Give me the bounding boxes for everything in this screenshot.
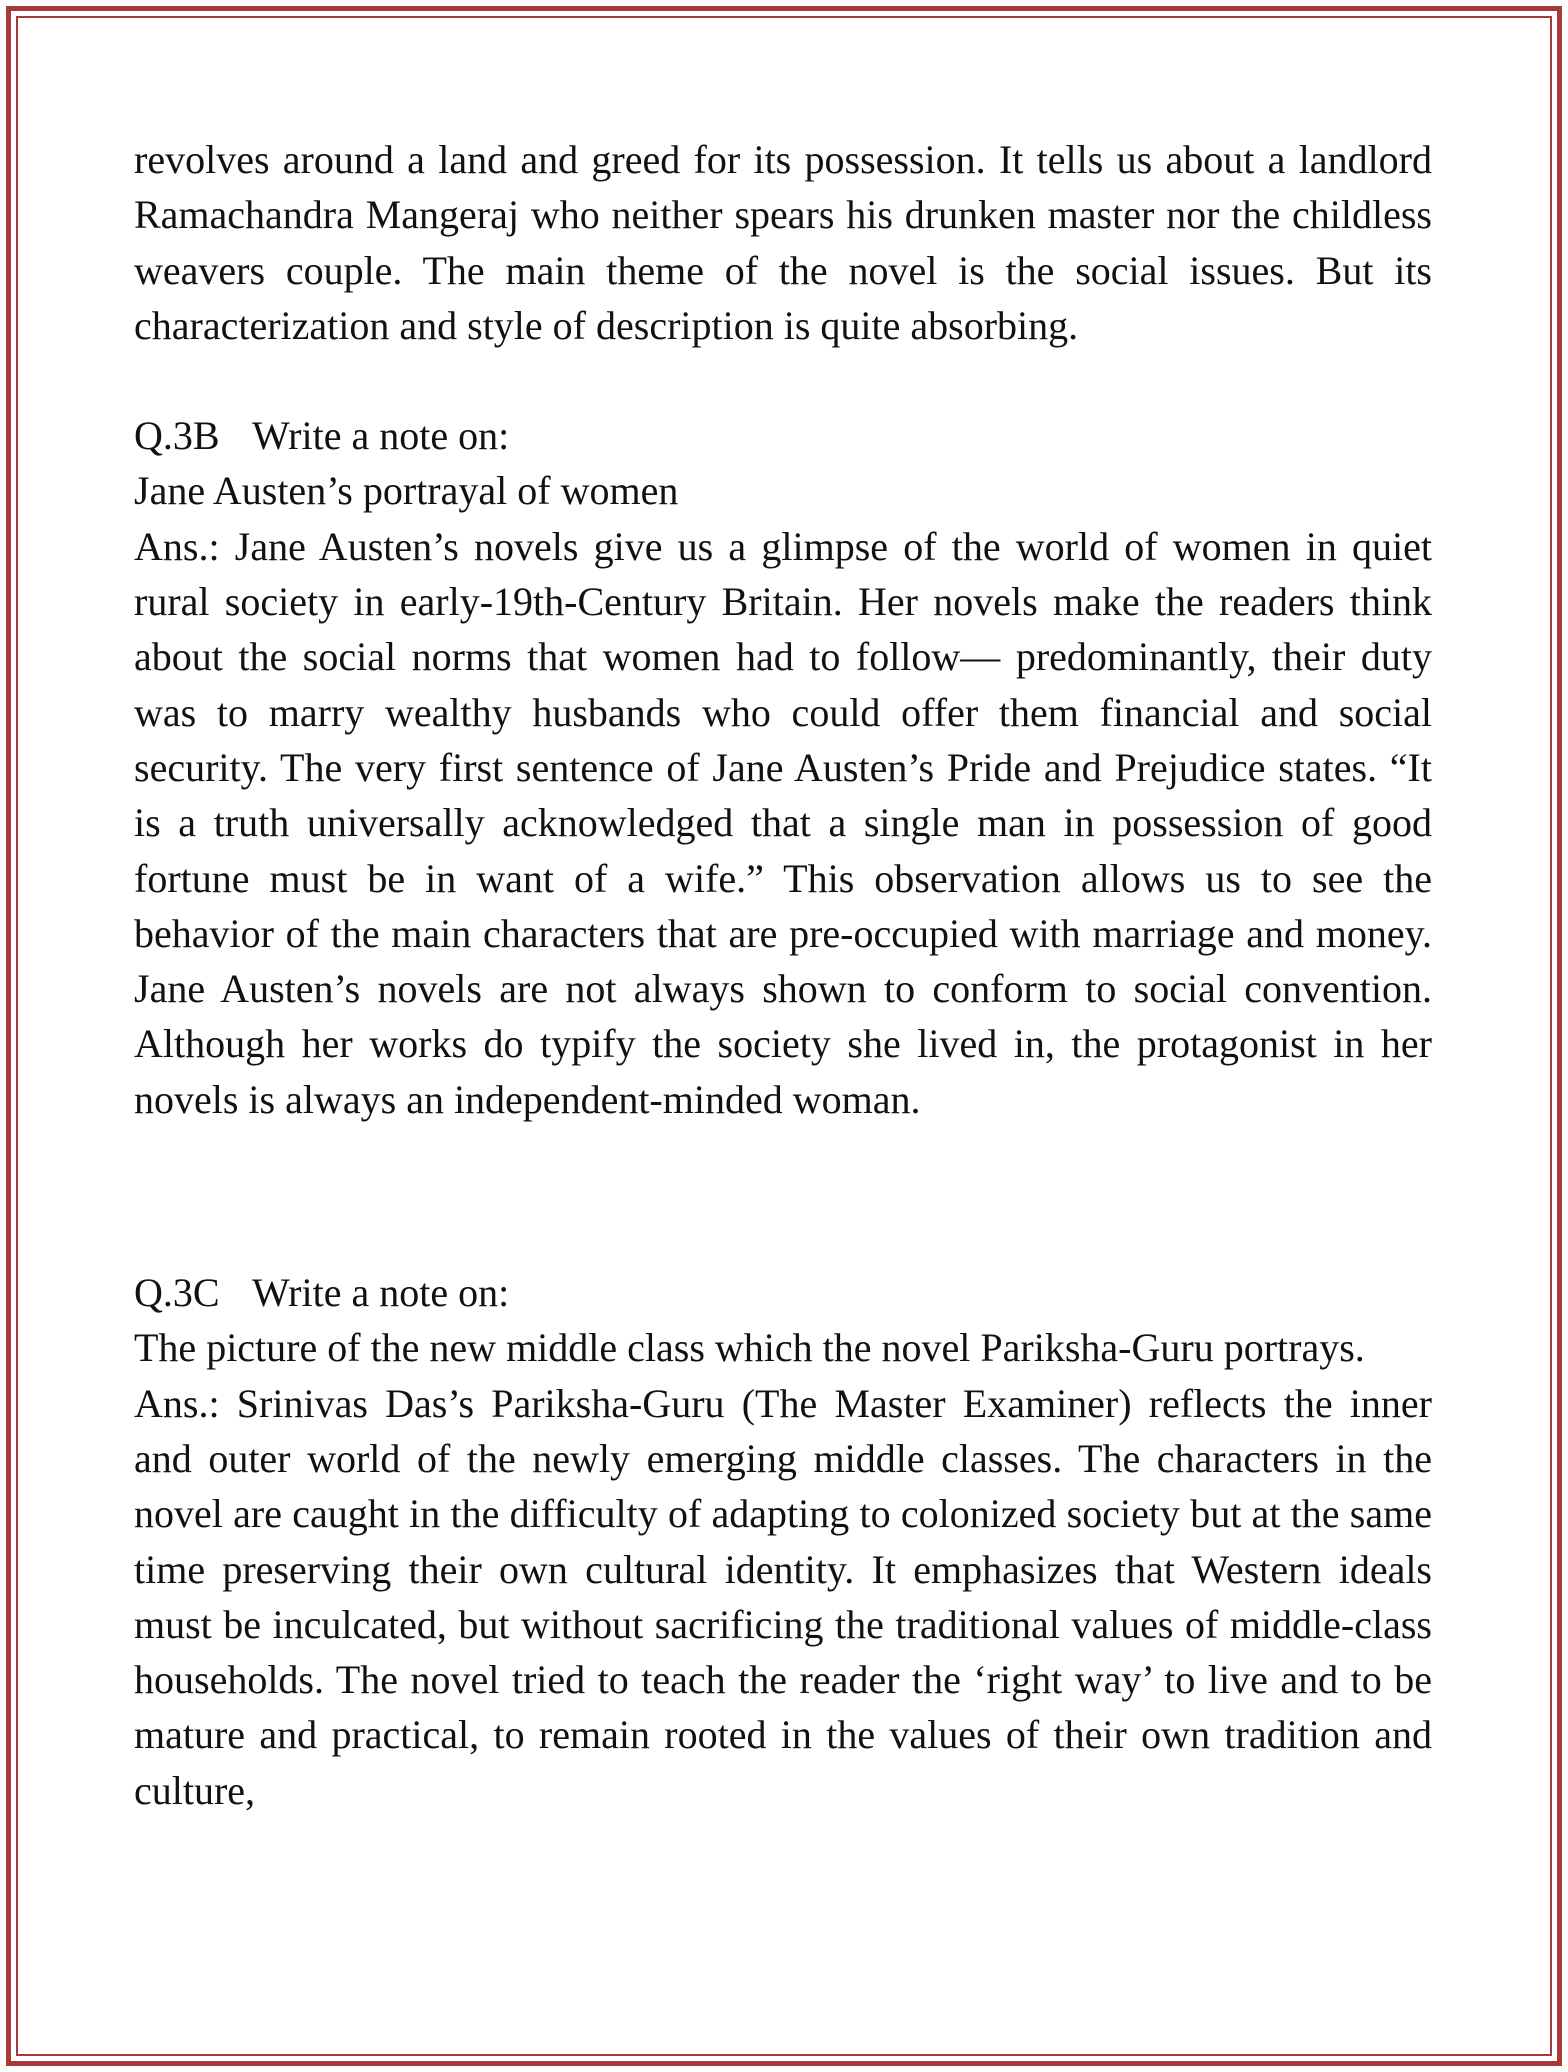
q3c-number: Q.3C [134, 1270, 220, 1316]
intro-paragraph: revolves around a land and greed for its possession. It tells us about a landlord Ramachandra Mangeraj who neither spears his drunken master nor the childless weavers couple. The main theme of the novel is the social issues. But its characterization and style of description is quite absorbing. [134, 137, 1432, 348]
q3c-heading [134, 1265, 1432, 1320]
q3b-answer: Ans.: Jane Austen’s novels give us a glimpse of the world of women in quiet rural society in early-19th-Century Britain. Her novels make the readers think about the social norms that women had to follow— predominantly, their duty was to marry wealthy husbands who could offer them financial and social security. The very first sentence of Jane Austen’s Pride and Prejudice states. “It is a truth universally acknowledged that a single man in possession of good fortune must be in want of a wife.” This observation allows us to see the behavior of the main characters that are pre-occupied with marriage and money. Jane Austen’s novels are not always shown to conform to social convention. Although her works do typify the society she lived in, the protagonist in her novels is always an independent-minded woman. [134, 523, 1432, 1122]
q3c-topic: The picture of the new middle class which the novel Pariksha-Guru portrays. [134, 1325, 1365, 1371]
q3b-heading [134, 408, 1432, 463]
page-content [134, 132, 1432, 1818]
q3b-number: Q.3B [134, 413, 220, 459]
section-spacer [134, 353, 1432, 408]
q3c-heading-text: Write a note on: [252, 1270, 510, 1316]
section-spacer [134, 1127, 1432, 1265]
q3c-answer: Ans.: Srinivas Das’s Pariksha-Guru (The Master Examiner) reflects the inner and outer world of the newly emerging middle classes. The characters in the novel are caught in the difficulty of adapting to colonized society but at the same time preserving their own cultural identity. It emphasizes that Western ideals must be inculcated, but without sacrificing the traditional values of middle-class households. The novel tried to teach the reader the ‘right way’ to live and to be mature and practical, to remain rooted in the values of their own tradition and culture, [134, 1380, 1432, 1813]
q3b-topic: Jane Austen’s portrayal of women [134, 468, 679, 514]
q3b-heading-text: Write a note on: [252, 413, 510, 459]
